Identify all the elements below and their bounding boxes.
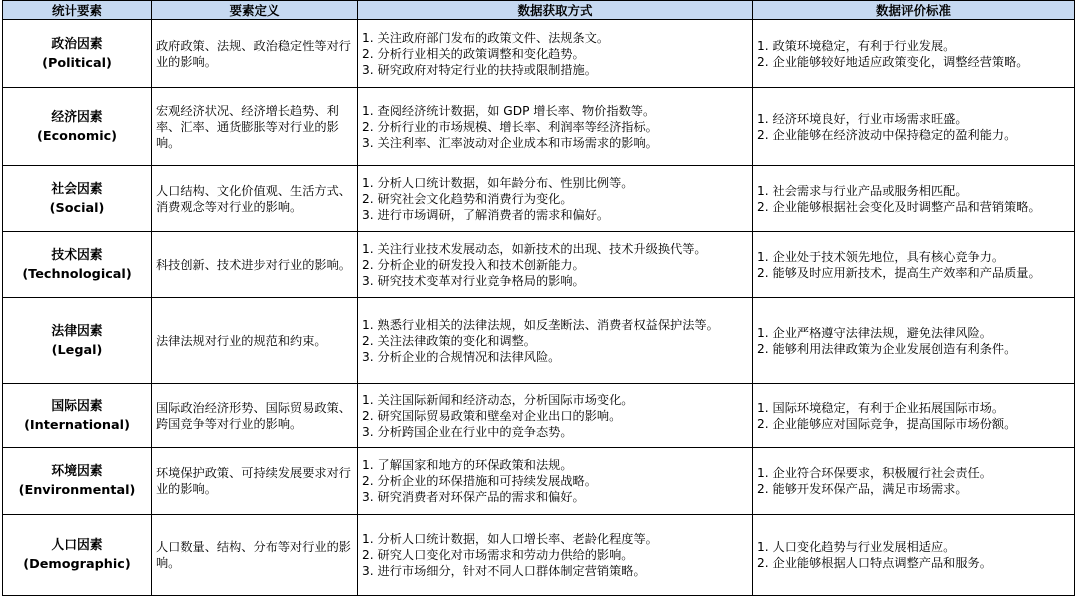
criteria-item: 2. 企业能够应对国际竞争，提高国际市场份额。 xyxy=(757,416,1017,431)
method-item: 2. 研究人口变化对市场需求和劳动力供给的影响。 xyxy=(362,548,634,562)
method-item: 3. 研究政府对特定行业的扶持或限制措施。 xyxy=(362,62,597,77)
criteria-cell xyxy=(753,20,1075,88)
method-item: 2. 研究国际贸易政策和壁垒对企业出口的影响。 xyxy=(362,408,622,423)
method-item: 3. 进行市场细分，针对不同人口群体制定营销策略。 xyxy=(362,564,646,578)
definition-cell: 政府政策、法规、政治稳定性等对行业的影响。 xyxy=(152,20,358,88)
definition-cell: 国际政治经济形势、国际贸易政策、跨国竞争等对行业的影响。 xyxy=(152,384,358,448)
criteria-item: 1. 企业处于技术领先地位，具有核心竞争力。 xyxy=(757,249,1005,264)
criteria-item: 2. 企业能够较好地适应政策变化，调整经营策略。 xyxy=(757,54,1029,69)
table-header-row xyxy=(3,1,1075,20)
factor-name-cn: 人口因素 xyxy=(51,538,103,553)
factor-cell xyxy=(3,298,152,384)
table-row xyxy=(3,166,1075,232)
method-cell xyxy=(358,20,753,88)
method-item: 1. 查阅经济统计数据，如 GDP 增长率、物价指数等。 xyxy=(362,103,656,118)
method-item: 3. 分析企业的合规情况和法律风险。 xyxy=(362,349,561,364)
table-row xyxy=(3,88,1075,166)
method-item: 1. 关注政府部门发布的政策文件、法规条文。 xyxy=(362,30,610,45)
method-cell xyxy=(358,166,753,232)
method-item: 1. 关注行业技术发展动态，如新技术的出现、技术升级换代等。 xyxy=(362,241,707,256)
factor-cell xyxy=(3,384,152,448)
criteria-item: 1. 企业符合环保要求，积极履行社会责任。 xyxy=(757,466,992,480)
header-criteria: 数据评价标准 xyxy=(753,1,1075,20)
factor-name-cn: 国际因素 xyxy=(51,398,103,414)
method-item: 3. 关注利率、汇率波动对企业成本和市场需求的影响。 xyxy=(362,135,658,150)
method-item: 2. 关注法律政策的变化和调整。 xyxy=(362,333,536,348)
method-item: 2. 分析企业的研发投入和技术创新能力。 xyxy=(362,257,585,272)
table-row xyxy=(3,20,1075,88)
definition-cell: 法律法规对行业的规范和约束。 xyxy=(152,298,358,384)
definition-cell: 科技创新、技术进步对行业的影响。 xyxy=(152,232,358,298)
factor-name-cn: 政治因素 xyxy=(51,36,103,52)
method-item: 3. 研究消费者对环保产品的需求和偏好。 xyxy=(362,490,585,504)
criteria-item: 2. 企业能够根据社会变化及时调整产品和营销策略。 xyxy=(757,199,1041,214)
factor-cell xyxy=(3,20,152,88)
method-item: 3. 分析跨国企业在行业中的竞争态势。 xyxy=(362,424,573,439)
factor-name-en: (Environmental) xyxy=(18,483,136,498)
factor-name-en: (Technological) xyxy=(22,266,132,282)
method-item: 1. 分析人口统计数据，如人口增长率、老龄化程度等。 xyxy=(362,532,658,546)
criteria-item: 2. 企业能够根据人口特点调整产品和服务。 xyxy=(757,556,992,570)
definition-cell: 人口结构、文化价值观、生活方式、消费观念等对行业的影响。 xyxy=(152,166,358,232)
method-item: 1. 关注国际新闻和经济动态，分析国际市场变化。 xyxy=(362,392,634,407)
method-item: 1. 了解国家和地方的环保政策和法规。 xyxy=(362,458,573,472)
factor-name-cn: 社会因素 xyxy=(51,181,103,197)
factor-name-en: (Legal) xyxy=(51,342,103,358)
factor-cell xyxy=(3,448,152,515)
factor-name-cn: 环境因素 xyxy=(51,464,103,479)
criteria-item: 1. 企业严格遵守法律法规，避免法律风险。 xyxy=(757,325,992,340)
criteria-cell xyxy=(753,384,1075,448)
criteria-cell xyxy=(753,232,1075,298)
method-item: 2. 分析企业的环保措施和可持续发展战略。 xyxy=(362,474,597,488)
header-definition: 要素定义 xyxy=(152,1,358,20)
method-item: 3. 进行市场调研，了解消费者的需求和偏好。 xyxy=(362,207,610,222)
method-cell xyxy=(358,88,753,166)
method-item: 2. 分析行业的市场规模、增长率、利润率等经济指标。 xyxy=(362,119,658,134)
factor-name-cn: 经济因素 xyxy=(51,109,103,125)
factor-cell xyxy=(3,166,152,232)
criteria-item: 1. 政策环境稳定，有利于行业发展。 xyxy=(757,38,956,53)
criteria-item: 1. 经济环境良好，行业市场需求旺盛。 xyxy=(757,111,968,126)
criteria-cell xyxy=(753,515,1075,596)
factor-name-cn: 技术因素 xyxy=(51,247,103,263)
factor-name-en: (International) xyxy=(24,417,130,433)
table-row xyxy=(3,515,1075,596)
definition-cell: 人口数量、结构、分布等对行业的影响。 xyxy=(152,515,358,596)
criteria-item: 1. 社会需求与行业产品或服务相匹配。 xyxy=(757,183,968,198)
method-cell xyxy=(358,298,753,384)
table-row xyxy=(3,448,1075,515)
factor-name-en: (Demographic) xyxy=(23,557,131,572)
method-cell xyxy=(358,515,753,596)
factor-cell xyxy=(3,515,152,596)
factor-name-cn: 法律因素 xyxy=(51,323,103,339)
criteria-item: 2. 能够开发环保产品，满足市场需求。 xyxy=(757,482,968,496)
table-row xyxy=(3,298,1075,384)
method-item: 1. 熟悉行业相关的法律法规，如反垄断法、消费者权益保护法等。 xyxy=(362,317,719,332)
table-row xyxy=(3,384,1075,448)
method-item: 2. 研究社会文化趋势和消费行为变化。 xyxy=(362,191,573,206)
criteria-item: 2. 企业能够在经济波动中保持稳定的盈利能力。 xyxy=(757,127,1017,142)
definition-cell: 环境保护政策、可持续发展要求对行业的影响。 xyxy=(152,448,358,515)
criteria-cell xyxy=(753,298,1075,384)
method-cell xyxy=(358,384,753,448)
criteria-item: 2. 能够及时应用新技术，提高生产效率和产品质量。 xyxy=(757,265,1041,280)
criteria-item: 1. 国际环境稳定，有利于企业拓展国际市场。 xyxy=(757,400,1005,415)
table-row xyxy=(3,232,1075,298)
factor-name-en: (Social) xyxy=(49,200,105,216)
header-method: 数据获取方式 xyxy=(358,1,753,20)
pest-factor-table xyxy=(2,0,1075,596)
criteria-cell xyxy=(753,448,1075,515)
factor-name-en: (Political) xyxy=(42,55,112,71)
criteria-item: 2. 能够利用法律政策为企业发展创造有利条件。 xyxy=(757,341,1017,356)
header-factor: 统计要素 xyxy=(3,1,152,20)
factor-name-en: (Economic) xyxy=(36,128,118,144)
criteria-cell xyxy=(753,166,1075,232)
criteria-item: 1. 人口变化趋势与行业发展相适应。 xyxy=(757,540,956,554)
factor-cell xyxy=(3,88,152,166)
method-item: 3. 研究技术变革对行业竞争格局的影响。 xyxy=(362,273,585,288)
definition-cell: 宏观经济状况、经济增长趋势、利率、汇率、通货膨胀等对行业的影响。 xyxy=(152,88,358,166)
factor-cell xyxy=(3,232,152,298)
method-item: 1. 分析人口统计数据，如年龄分布、性别比例等。 xyxy=(362,175,634,190)
method-cell xyxy=(358,232,753,298)
method-item: 2. 分析行业相关的政策调整和变化趋势。 xyxy=(362,46,585,61)
method-cell xyxy=(358,448,753,515)
criteria-cell xyxy=(753,88,1075,166)
